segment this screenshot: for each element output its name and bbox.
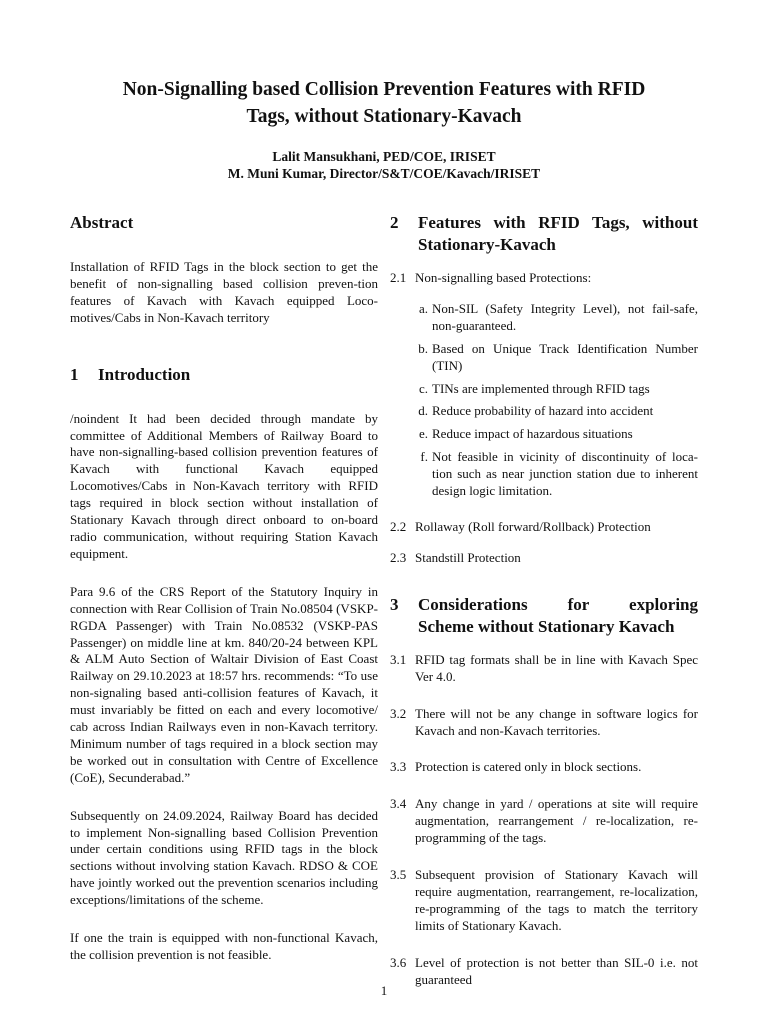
list-item	[390, 381, 698, 398]
intro-paragraph-4: If one the train is equipped with non-functional Kavach, the collision prevention is not feasible.	[70, 930, 378, 962]
section-number: 3	[390, 594, 399, 614]
subsection-text: There will not be any change in software logics for Kavach and non-Kavach territories.	[415, 705, 698, 738]
list-text: Reduce probability of hazard into accident	[432, 403, 654, 419]
subsection-text: Any change in yard / operations at site will require augmentation, rearrangement / re-localization, re-programming of the tags.	[415, 796, 698, 846]
section-title: Introduction	[98, 364, 191, 384]
list-label: f.	[420, 449, 428, 465]
title-line-1: Non-Signalling based Collision Prevention Features with RFID	[122, 79, 646, 100]
title-line-2: Tags, without Stationary-Kavach	[246, 106, 522, 127]
list-item	[390, 426, 698, 443]
subsection-2-3	[390, 550, 698, 567]
section-title-line-2: Scheme without Stationary Kavach	[418, 616, 675, 636]
section-title-line-2: Stationary-Kavach	[418, 235, 556, 254]
list-item	[390, 403, 698, 420]
section-title	[418, 212, 698, 256]
introduction-heading	[70, 364, 378, 386]
section-number: 2	[390, 213, 399, 232]
subsection-text: Standstill Protection	[415, 549, 521, 565]
abstract-heading: Abstract	[70, 213, 134, 232]
section-title-line-1: Features with RFID Tags, without	[418, 213, 698, 232]
page-number: 1	[380, 983, 388, 998]
list-text: Not feasible in vicinity of discontinuity of loca-tion such as near junction station due to inherent design logic limitation.	[432, 449, 698, 499]
list-item	[390, 449, 698, 500]
list-item	[390, 301, 698, 335]
subsection-3-2	[390, 706, 698, 740]
subsection-3-1	[390, 652, 698, 686]
subsection-number: 3.1	[390, 651, 407, 667]
list-label: a.	[418, 300, 428, 316]
list-text: Non-SIL (Safety Integrity Level), not fail-safe, non-guaranteed.	[432, 300, 698, 333]
abstract-text: Installation of RFID Tags in the block section to get the benefit of non-signalling based collision preven-tion features of Kavach with Kavach equipped Loco-motives/Cabs in Non-Kavach territory	[70, 259, 378, 325]
list-item	[390, 341, 698, 375]
subsection-text: Non-signalling based Protections:	[415, 270, 592, 285]
list-text: Based on Unique Track Identification Number (TIN)	[432, 340, 698, 373]
subsection-text: RFID tag formats shall be in line with Kavach Spec Ver 4.0.	[415, 651, 698, 684]
subsection-number: 3.5	[390, 867, 407, 883]
section-2-heading	[390, 212, 698, 256]
section-number: 1	[70, 364, 79, 384]
subsection-number: 2.1	[390, 270, 407, 285]
intro-paragraph-3: Subsequently on 24.09.2024, Railway Board has decided to implement Non-signalling based Collision Prevention under certain conditions using RFID tags in the block sections without involving station Kavach. RDSO & COE have jointly worked out the prevention scenarios including exceptions/limitations of the scheme.	[70, 807, 378, 908]
subsection-number: 3.2	[390, 705, 407, 721]
subsection-3-4	[390, 796, 698, 847]
list-text: Reduce impact of hazardous situations	[432, 426, 633, 442]
subsection-number: 3.6	[390, 954, 407, 970]
left-column	[70, 212, 378, 964]
list-label: b.	[418, 340, 428, 356]
subsection-number: 2.2	[390, 518, 407, 534]
subsection-text: Protection is catered only in block sections.	[415, 759, 642, 775]
author-1: Lalit Mansukhani, PED/COE, IRISET	[272, 149, 496, 164]
subsection-number: 3.3	[390, 759, 407, 775]
protections-list	[390, 301, 698, 500]
subsection-3-3	[390, 759, 698, 776]
intro-paragraph-1: /noindent It had been decided through mandate by committee of Additional Members of Railway Board to have non-signalling-based collision prevention features of Kavach with functional Kavach equipped Locomotives/Cabs in Non-Kavach territory with RFID tags required in block section without installation of Stationary Kavach through direct onboard to on-board radio communication, without requiring Station Kavach equipment.	[70, 410, 378, 561]
subsection-number: 2.3	[390, 549, 407, 565]
subsection-3-5	[390, 867, 698, 935]
section-title-line-1: Considerations for exploring	[418, 594, 698, 614]
author-2: M. Muni Kumar, Director/S&T/COE/Kavach/IRISET	[227, 166, 541, 181]
list-label: e.	[418, 426, 428, 442]
subsection-2-1	[390, 270, 698, 287]
intro-paragraph-2: Para 9.6 of the CRS Report of the Statutory Inquiry in connection with Rear Collision of Train No.08504 (VSKP-RGDA Passenger) with Train No.08532 (VSKP-PAS Passenger) on middle line at km. 840/20-24 between KPL & ALM Auto Section of Waltair Division of East Coast Railway on 29.10.2023 at 18:57 hrs. recommends: “To use non-signaling based anti-collision features of Kavach, it must invariably be fitted on each and every locomotive/ cab across Indian Railways even in non-Kavach territory. Minimum number of tags required in a block section may be worked out in consultation with Centre of Excellence (CoE), Secunderabad.”	[70, 583, 378, 785]
subsection-2-2	[390, 519, 698, 536]
subsection-text: Rollaway (Roll forward/Rollback) Protection	[415, 518, 651, 534]
subsection-number: 3.4	[390, 796, 407, 812]
list-label: c.	[418, 380, 428, 396]
section-title	[418, 594, 698, 638]
author-block	[60, 148, 708, 182]
section-3-heading	[390, 594, 698, 638]
list-text: TINs are implemented through RFID tags	[432, 380, 650, 396]
subsection-text: Subsequent provision of Stationary Kavach will require augmentation, rearrangement, re-localization, re-programming of the tags to match the territory limits of Stationary Kavach.	[415, 867, 698, 933]
paper-title	[60, 76, 708, 130]
list-label: d.	[418, 403, 428, 419]
right-column	[390, 212, 698, 988]
subsection-text: Level of protection is not better than SIL-0 i.e. not guaranteed	[415, 954, 698, 987]
